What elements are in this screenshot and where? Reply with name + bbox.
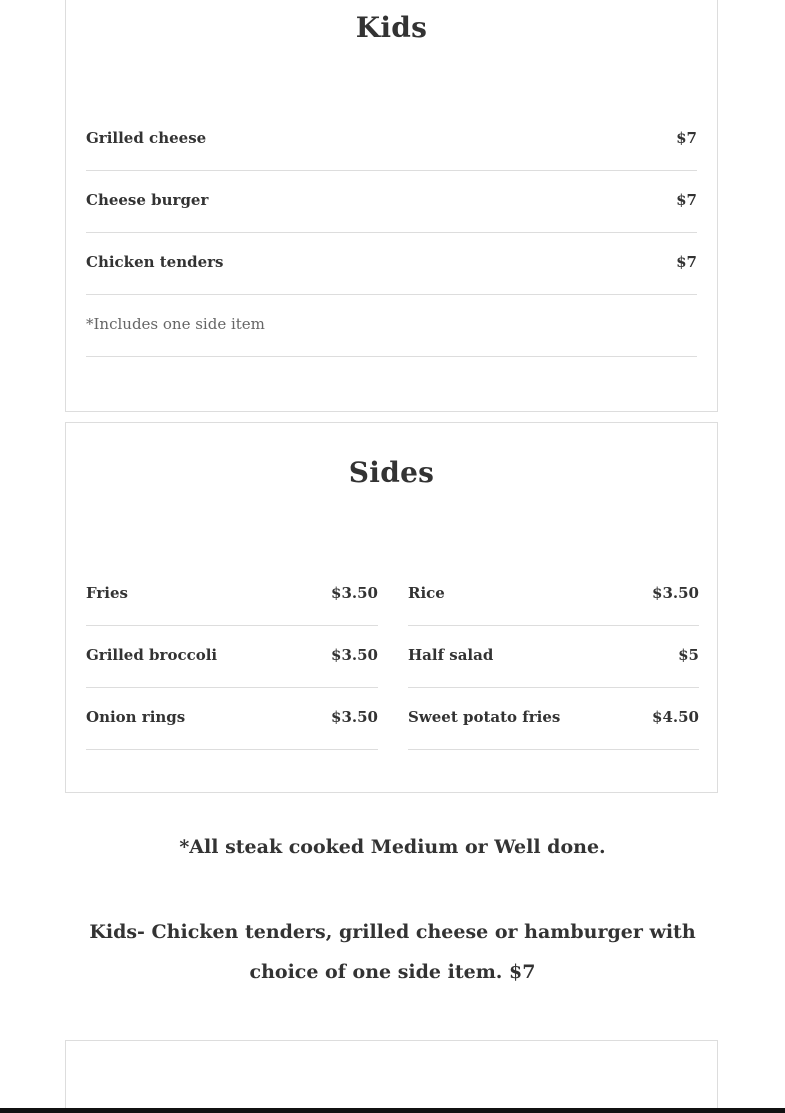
menu-item [408, 564, 699, 626]
menu-item-name: Chicken tenders [86, 253, 224, 271]
menu-item-price: $4.50 [652, 708, 699, 726]
menu-item-price: $7 [676, 253, 697, 271]
menu-item-name: Sweet potato fries [408, 708, 561, 726]
bottom-edge-bar [0, 1108, 785, 1113]
menu-item-price: $3.50 [331, 708, 378, 726]
menu-item-name: Fries [86, 584, 128, 602]
menu-item [408, 688, 699, 750]
menu-item-price: $7 [676, 129, 697, 147]
menu-item-price: $3.50 [652, 584, 699, 602]
menu-item [86, 233, 697, 295]
sides-left-column [86, 564, 378, 750]
kids-menu-note: Kids- Chicken tenders, grilled cheese or hamburger with choice of one side item. $7 [89, 921, 696, 983]
menu-item-name: Cheese burger [86, 191, 209, 209]
menu-item [86, 564, 378, 626]
steak-cooking-note: *All steak cooked Medium or Well done. [179, 836, 606, 858]
sides-menu-section [65, 422, 718, 793]
menu-item [86, 626, 378, 688]
menu-item [86, 171, 697, 233]
kids-menu-list [86, 109, 697, 357]
menu-item-name: Rice [408, 584, 445, 602]
next-menu-section [65, 1040, 718, 1113]
kids-menu-section [65, 0, 718, 412]
menu-item [86, 688, 378, 750]
sides-section-title: Sides [348, 456, 435, 489]
menu-item [86, 109, 697, 171]
menu-item-price: $7 [676, 191, 697, 209]
menu-item-name: Half salad [408, 646, 494, 664]
menu-item-name: Grilled broccoli [86, 646, 218, 664]
menu-item-price: $3.50 [331, 584, 378, 602]
kids-section-title: Kids [355, 11, 428, 44]
menu-item-price: $3.50 [331, 646, 378, 664]
menu-note-item [86, 295, 697, 357]
sides-right-column [408, 564, 699, 750]
menu-item-name: Grilled cheese [86, 129, 207, 147]
menu-item-name: Onion rings [86, 708, 186, 726]
kids-side-note: *Includes one side item [86, 315, 265, 333]
menu-item-price: $5 [678, 646, 699, 664]
menu-item [408, 626, 699, 688]
